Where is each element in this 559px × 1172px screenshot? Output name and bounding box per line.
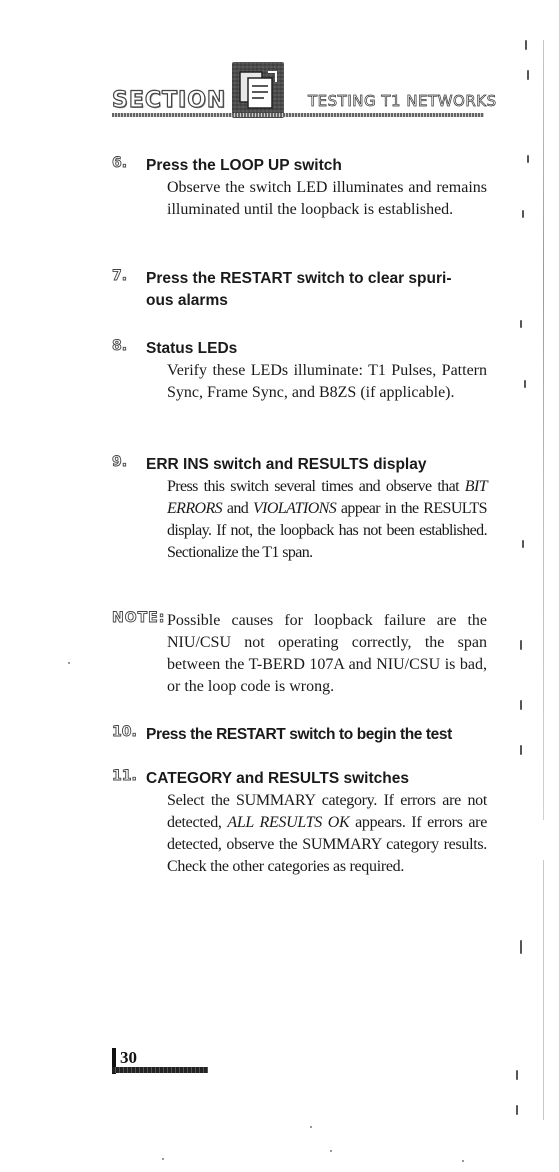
scan-speck <box>162 1158 164 1160</box>
step-11 <box>112 768 492 908</box>
step-body-emphasis: ALL RESULTS OK <box>227 814 350 831</box>
step-body <box>167 790 487 878</box>
step-heading: CATEGORY and RESULTS switches <box>146 770 409 787</box>
step-body-text: Select the SUMMARY category. If errors are not detected, <box>167 792 487 831</box>
scan-speck <box>520 320 522 328</box>
step-number: 9. <box>112 454 128 470</box>
step-heading: Press the LOOP UP switch <box>146 157 342 174</box>
scan-speck <box>520 700 522 710</box>
step-number: 11. <box>112 768 137 784</box>
step-number: 10. <box>112 724 137 740</box>
scan-speck <box>462 1160 464 1162</box>
scan-speck <box>522 540 524 548</box>
step-body <box>167 476 487 564</box>
step-body-text: appear in the RESULTS display. If not, the loopback has not been established. Sectionalize the T1 span. <box>167 500 487 561</box>
step-10 <box>112 724 492 748</box>
step-heading: Press the RESTART switch to begin the test <box>146 726 452 743</box>
step-heading: Status LEDs <box>146 340 238 357</box>
section-title: TESTING T1 NETWORKS <box>308 92 497 110</box>
page-number-block <box>112 1048 208 1076</box>
step-heading-line: ous alarms <box>146 292 228 309</box>
step-body-text: appears. If errors are detected, observe the SUMMARY category results. Check the other categories as required. <box>167 814 487 875</box>
page-edge-shadow <box>543 40 544 820</box>
step-9 <box>112 454 492 594</box>
scan-speck <box>68 662 70 664</box>
scan-speck <box>522 210 524 218</box>
step-heading <box>146 268 488 312</box>
scan-speck <box>330 1150 332 1152</box>
section-header <box>112 62 497 122</box>
step-8 <box>112 338 492 428</box>
note-block <box>112 610 492 702</box>
scan-speck <box>516 1070 518 1080</box>
step-body-emphasis: VIOLATIONS <box>252 500 337 517</box>
step-number: 8. <box>112 338 128 354</box>
note-text: Possible causes for loopback failure are the NIU/CSU not operating correctly, the span between the T-BERD 107A and NIU/CSU is bad, or the loop code is wrong. <box>167 612 487 695</box>
scan-speck <box>310 1126 312 1128</box>
step-body-text: Press this switch several times and observe that <box>167 478 465 495</box>
scan-speck <box>520 640 522 650</box>
step-body-text: and <box>222 500 253 517</box>
scan-speck <box>520 940 522 954</box>
header-divider <box>112 113 484 117</box>
step-heading-line: Press the RESTART switch to clear spuri- <box>146 270 452 287</box>
scan-speck <box>527 70 529 80</box>
note-label: NOTE: <box>112 610 166 626</box>
step-body: Observe the switch LED illuminates and remains illuminated until the loopback is established. <box>167 179 487 218</box>
step-number: 6. <box>112 155 128 171</box>
page-number: 30 <box>120 1048 137 1067</box>
section-label: SECTION <box>112 88 227 113</box>
step-number: 7. <box>112 268 128 284</box>
scan-speck <box>527 155 529 163</box>
scan-speck <box>524 380 526 388</box>
step-body-emphasis: BIT ERRORS <box>167 478 487 517</box>
section-tab-icon <box>232 62 284 118</box>
scan-speck <box>520 745 522 755</box>
step-6 <box>112 155 492 245</box>
step-7 <box>112 268 492 318</box>
step-body: Verify these LEDs illuminate: T1 Pulses, Pattern Sync, Frame Sync, and B8ZS (if applicable). <box>167 362 487 401</box>
page-edge-shadow-lower <box>543 860 544 1120</box>
step-heading: ERR INS switch and RESULTS display <box>146 456 427 473</box>
scan-speck <box>525 40 527 50</box>
scan-speck <box>516 1105 518 1115</box>
